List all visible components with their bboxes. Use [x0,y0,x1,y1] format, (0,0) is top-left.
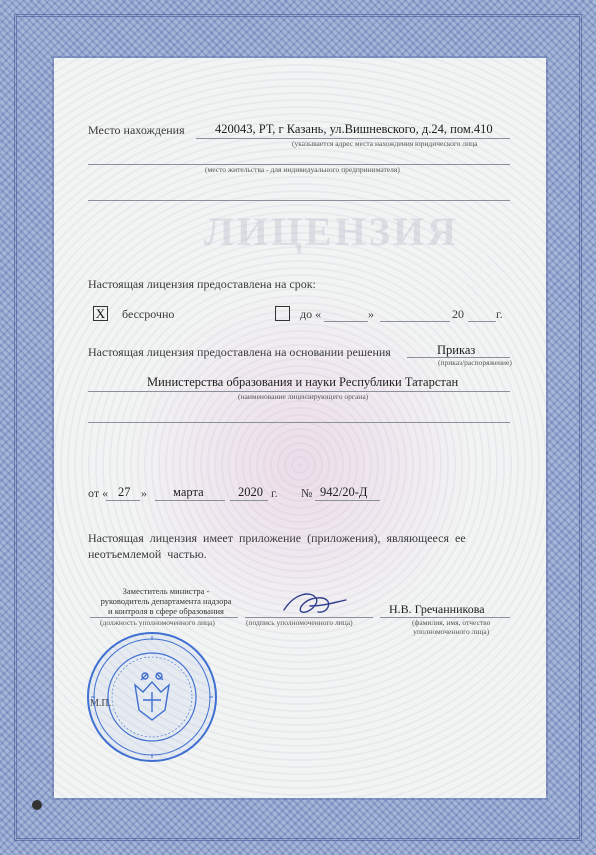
until-year-line [468,321,496,322]
position-line-2: руководитель департамента надзора [100,596,232,606]
until-close: » [368,307,374,321]
date-year-line [230,500,268,501]
basis-doc-type: Приказ [437,343,476,357]
date-day-line [106,500,140,501]
annex-line-1: Настоящая лицензия имеет приложение (приложения), являющееся ее [88,531,466,545]
name-caption-line-2: уполномоченного лица) [413,627,490,636]
until-month-line [380,321,450,322]
location-caption: (указывается адрес места нахождения юридического лица [292,139,478,148]
authority-caption: (наименование лицензирующего органа) [238,392,369,401]
until-year-suffix: г. [496,307,503,321]
name-caption-line-1: (фамилия, имя, отчество [412,618,491,627]
until-checkbox [275,306,290,321]
location-label: Место нахождения [88,123,185,137]
signatory-name: Н.В. Гречанникова [389,602,485,616]
term-label: Настоящая лицензия предоставлена на срок: [88,277,316,291]
number-sign: № [301,486,313,500]
annex-line-2: неотъемлемой частью. [88,547,207,561]
date-close: » [141,486,147,500]
until-year-prefix: 20 [452,307,464,321]
location-value: 420043, РТ, г Казань, ул.Вишневского, д.24, пом.410 [215,122,493,136]
signatory-position [96,586,236,616]
date-month: марта [173,485,204,499]
order-number-line [315,500,380,501]
date-month-line [155,500,225,501]
position-line-3: и контроля в сфере образования [108,606,224,616]
residence-caption: (место жительства - для индивидуального предпринимателя) [205,165,400,174]
indefinite-label: бессрочно [122,307,175,321]
basis-label: Настоящая лицензия предоставлена на основании решения [88,345,391,359]
position-caption: (должность уполномоченного лица) [100,618,215,627]
official-seal [85,630,219,764]
date-day: 27 [118,485,131,499]
signature-caption: (подпись уполномоченного лица) [246,618,353,627]
indefinite-checkbox: X [93,306,108,321]
position-line-1: Заместитель министра - [122,586,210,596]
date-prefix: от « [88,486,109,500]
blank-line [88,200,510,201]
until-day-line [324,321,368,322]
authority-name: Министерства образования и науки Республики Татарстан [147,375,459,389]
watermark: ЛИЦЕНЗИЯ [204,209,459,254]
date-year: 2020 [238,485,263,499]
until-label: до « [300,307,322,321]
date-year-suffix: г. [271,486,278,500]
blank-line-2 [88,422,510,423]
name-caption [412,618,490,636]
punch-hole [32,800,42,810]
basis-doc-caption: (приказ/распоряжение) [438,358,512,367]
order-number: 942/20-Д [320,485,368,499]
